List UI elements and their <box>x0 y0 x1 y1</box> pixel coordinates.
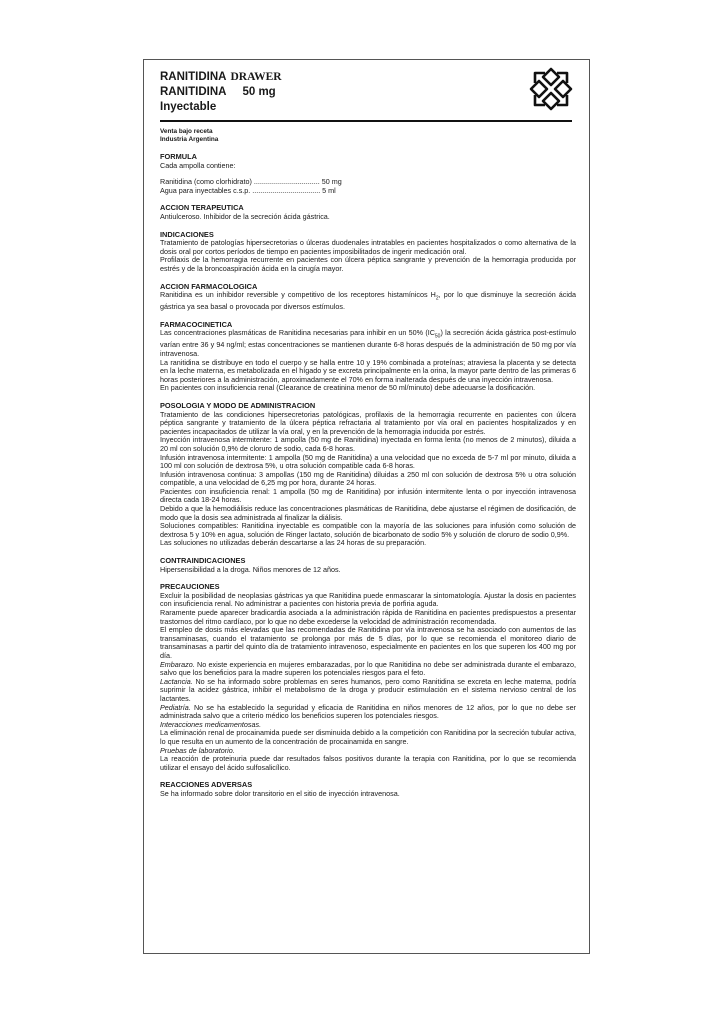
italic-label: Pediatría. <box>160 702 191 712</box>
paragraph: El empleo de dosis más elevadas que las recomendadas de Ranitidina por vía intravenosa se ha asociado con aumentos de las transaminasas, cuando el tratamiento se prolonga por más de 5 días, por lo que se recomienda el monitoreo diario de transaminasas a partir del quinto día de tratamiento intravenoso, especialmente en pacientes en los que superen los 400 mg por día. <box>160 625 576 660</box>
section-title: ACCION TERAPEUTICA <box>160 203 244 213</box>
paragraph: En pacientes con insuficiencia renal (Clearance de creatinina menor de 50 ml/minuto) debe adecuarse la dosificación. <box>160 383 536 393</box>
paragraph: Infusión intravenosa continua: 3 ampollas (150 mg de Ranitidina) diluidas a 250 ml con solución de dextrosa 5% u otra solución compatible, a una velocidad de 6,25 mg por hora, durante 24 horas. <box>160 469 576 488</box>
text-span: ) la secreción ácida gástrica post-estímulo varían entre 36 y 94 ng/ml; estas concentraciones se mantienen durante 6-8 horas después de la administración de 50 mg por vía intravenosa. <box>160 328 576 358</box>
section-contraindicaciones <box>160 557 576 574</box>
subscript: 50 <box>434 333 441 340</box>
text-span: No se ha informado sobre problemas en seres humanos, pero como Ranitidina se excreta en leche materna, podría suprimir la acidez gástrica, inhibir el metabolismo de la droga y producir estimulación en el sistema nervioso central de los lactantes. <box>160 676 576 703</box>
section-title: CONTRAINDICACIONES <box>160 556 246 566</box>
italic-label: Interacciones medicamentosas. <box>160 719 262 729</box>
section-accion-terapeutica <box>160 204 576 221</box>
paragraph: Pacientes con insuficiencia renal: 1 ampolla (50 mg de Ranitidina) por infusión intermitente lenta o por inyección intravenosa directa cada 18-24 horas. <box>160 486 576 505</box>
header-rule <box>160 120 572 122</box>
paragraph: Tratamiento de patologías hipersecretorias o úlceras duodenales intratables en pacientes hospitalizados o como alternativa de la dosis oral por cortos períodos de tiempo en pacientes imposibilitados de ingerir medicación oral. <box>160 238 576 256</box>
paragraph <box>160 291 576 312</box>
section-title: FARMACOCINETICA <box>160 319 233 329</box>
section-title: FORMULA <box>160 152 197 161</box>
text-span: No se ha establecido la seguridad y eficacia de Ranitidina en niños menores de 12 años, por lo que no debe ser administrada salvo que a criterio médico los beneficios superen los potenciales riesgos. <box>160 702 576 721</box>
sale-condition: Venta bajo receta <box>160 128 213 135</box>
section-title: INDICACIONES <box>160 229 214 239</box>
paragraph <box>160 661 576 678</box>
section-reacciones <box>160 781 576 798</box>
paragraph: Infusión intravenosa intermitente: 1 ampolla (50 mg de Ranitidina) a una velocidad que no exceda de 5-7 ml por minuto, diluida a 100 ml con solución de dextrosa 5%, u otra solución compatible cada 6-8 horas. <box>160 452 576 471</box>
paragraph: Tratamiento de las condiciones hipersecretorias patológicas, profilaxis de la hemorragia recurrente en pacientes con úlcera péptica sangrante y tratamiento de la úlcera péptica refractaria al tratamiento por vía oral en pacientes hospitalizados y en pacientes incapacitados de utilizar la vía oral, y en la prevención de la hemorragia inducida por estrés. <box>160 409 576 436</box>
section-posologia <box>160 402 576 548</box>
paragraph: Profilaxis de la hemorragia recurrente en pacientes con úlcera péptica sangrante y prevención de la hemorragia producida por estrés y de la broncoaspiración ácida en la cirugía mayor. <box>160 255 576 273</box>
formula-intro: Cada ampolla contiene: <box>160 160 236 170</box>
paragraph: Excluir la posibilidad de neoplasias gástricas ya que Ranitidina puede enmascarar la sintomatología. Ajustar la dosis en pacientes con insuficiencia renal. No administrar a pacientes con historia previa de porfiria aguda. <box>160 590 576 609</box>
section-farmacocinetica <box>160 321 576 393</box>
section-accion-farmacologica <box>160 283 576 312</box>
text-span: No existe experiencia en mujeres embarazadas, por lo que Ranitidina no debe ser administrada durante el embarazo, salvo que los beneficios para la madre superen los potenciales riesgos para el feto. <box>160 659 576 678</box>
section-title: PRECAUCIONES <box>160 582 220 592</box>
section-formula <box>160 153 576 195</box>
header <box>160 70 580 122</box>
text-span: Las concentraciones plasmáticas de Ranitidina necesarias para inhibir en un 50% (IC <box>160 328 435 338</box>
italic-label: Pruebas de laboratorio. <box>160 745 235 755</box>
paragraph: Se ha informado sobre dolor transitorio en el sitio de inyección intravenosa. <box>160 788 400 798</box>
italic-label: Embarazo. <box>160 659 195 669</box>
section-title: ACCION FARMACOLOGICA <box>160 281 258 291</box>
paragraph: Las soluciones no utilizadas deberán descartarse a las 24 horas de su preparación. <box>160 538 427 548</box>
formula-row: Agua para inyectables c.s.p. .................................. 5 ml <box>160 185 336 195</box>
italic-label: Lactancia. <box>160 676 193 686</box>
paragraph: La reacción de proteinuria puede dar resultados falsos positivos durante la terapia con Ranitidina, por lo que se recomienda utilizar el ensayo del ácido sulfosalicílico. <box>160 754 576 772</box>
product-title: RANITIDINA <box>160 71 227 83</box>
paragraph: La ranitidina se distribuye en todo el cuerpo y se halla entre 10 y 19% combinada a proteínas; atraviesa la placenta y se detecta en la leche materna, es metabolizada en el hígado y se excreta principalmente en la orina, la mayor parte dentro de las primeras 6 horas posteriores a la administración, aproximadamente el 70% en forma inalterada después de una inyección intravenosa. <box>160 357 576 384</box>
section-title: POSOLOGIA Y MODO DE ADMINISTRACION <box>160 400 316 410</box>
product-dose: 50 mg <box>242 86 276 98</box>
brand-name: DRAWER <box>230 71 282 83</box>
product-title-2: RANITIDINA <box>160 86 227 98</box>
title-line-1 <box>160 70 580 85</box>
section-indicaciones <box>160 231 576 274</box>
product-form: Inyectable <box>160 101 217 113</box>
paragraph <box>160 678 576 704</box>
section-title: REACCIONES ADVERSAS <box>160 780 253 790</box>
paragraph: Debido a que la hemodiálisis reduce las concentraciones plasmáticas de Ranitidina, debe ajustarse el régimen de dosificación, de modo que la dosis sea administrada al finalizar la diálisis. <box>160 504 576 522</box>
title-line-2 <box>160 85 580 100</box>
paragraph: Hipersensibilidad a la droga. Niños menores de 12 años. <box>160 564 341 574</box>
paragraph: La eliminación renal de procainamida puede ser disminuida debido a la competición con Ranitidina por la secreción tubular activa, lo que resulta en un aumento de la concentración de procainamida en sangre. <box>160 728 576 746</box>
subscript: 2 <box>435 295 439 302</box>
paragraph <box>160 329 576 358</box>
origin: Industria Argentina <box>160 136 219 143</box>
paragraph: Antiulceroso. Inhibidor de la secreción ácida gástrica. <box>160 211 330 221</box>
paragraph: Inyección intravenosa intermitente: 1 ampolla (50 mg de Ranitidina) inyectada en forma lenta (no menos de 2 minutos), diluida a 20 ml con solución 0,9% de cloruro de sodio, cada 6-8 horas. <box>160 435 576 453</box>
paragraph <box>160 704 576 721</box>
leaflet-body <box>160 128 576 798</box>
text-span: , por lo que disminuye la secreción ácida gástrica ya sea basal o provocada por diversos estímulos. <box>160 290 576 312</box>
paragraph: Raramente puede aparecer bradicardia asociada a la administración rápida de Ranitidina en pacientes predispuestos a presentar trastornos del ritmo cardíaco, por lo que no debe excederse la velocidad de administración recomendada. <box>160 608 576 626</box>
company-logo-icon <box>526 66 576 112</box>
section-precauciones <box>160 583 576 772</box>
formula-row: Ranitidina (como clorhidrato) ................................. 50 mg <box>160 177 342 187</box>
paragraph: Soluciones compatibles: Ranitidina inyectable es compatible con la mayoría de las soluciones para infusión como solución de dextrosa 5 y 10% en agua, solución de Ringer lactato, solución de bicarbonato de sodio 5% y solución de cloruro de sodio 0,9%. <box>160 521 576 539</box>
text-span: Ranitidina es un inhibidor reversible y competitivo de los receptores histamínicos H <box>160 290 436 300</box>
